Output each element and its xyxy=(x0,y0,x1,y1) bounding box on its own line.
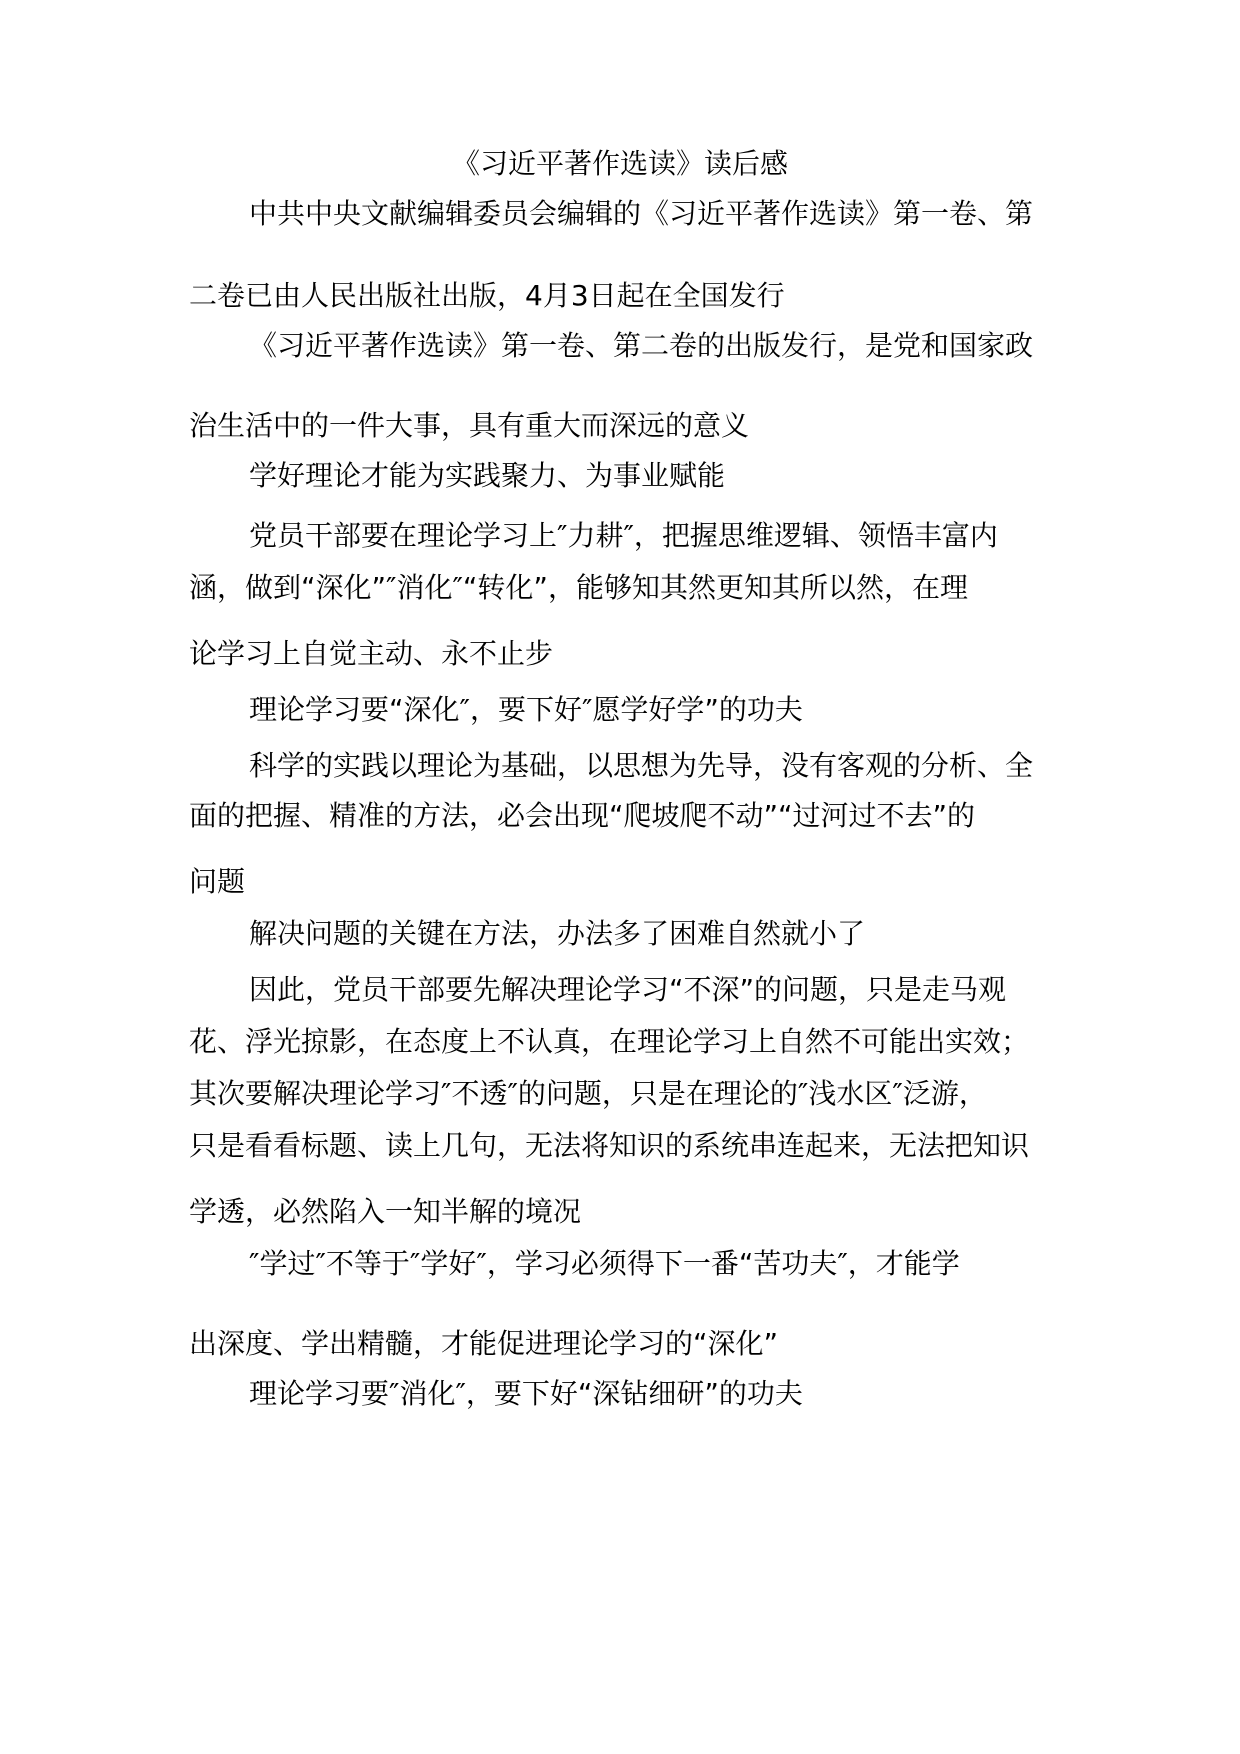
paragraph-line: 其次要解决理论学习″不透″的问题，只是在理论的″浅水区″泛游， xyxy=(189,1077,987,1110)
document-title: 《习近平著作选读》读后感 xyxy=(451,147,788,180)
paragraph-line: 出深度、学出精髓，才能促进理论学习的“深化” xyxy=(189,1327,779,1360)
paragraph-line: 问题 xyxy=(189,865,246,898)
paragraph-line: 解决问题的关键在方法，办法多了困难自然就小了 xyxy=(249,917,866,950)
paragraph-line: 科学的实践以理论为基础，以思想为先导，没有客观的分析、全 xyxy=(249,749,1034,782)
paragraph-line: 花、浮光掠影，在态度上不认真，在理论学习上自然不可能出实效； xyxy=(189,1025,1030,1058)
paragraph-line: 党员干部要在理论学习上″力耕″，把握思维逻辑、领悟丰富内 xyxy=(249,519,998,552)
paragraph-line: 治生活中的一件大事，具有重大而深远的意义 xyxy=(189,409,750,442)
paragraph-line: 只是看看标题、读上几句，无法将知识的系统串连起来，无法把知识 xyxy=(189,1129,1030,1162)
paragraph-line: 学好理论才能为实践聚力、为事业赋能 xyxy=(249,459,726,492)
paragraph-line: 面的把握、精准的方法，必会出现“爬坡爬不动”“过河过不去”的 xyxy=(189,799,976,832)
paragraph-line: 理论学习要“深化″，要下好″愿学好学”的功夫 xyxy=(249,693,803,726)
paragraph-line: 涵，做到“深化”″消化″“转化”，能够知其然更知其所以然，在理 xyxy=(189,571,968,604)
paragraph-line: 论学习上自觉主动、永不止步 xyxy=(189,637,554,670)
paragraph-line: 二卷已由人民出版社出版，4月3日起在全国发行 xyxy=(189,279,785,312)
paragraph-line: 中共中央文献编辑委员会编辑的《习近平著作选读》第一卷、第 xyxy=(249,197,1034,230)
paragraph-line: 理论学习要″消化″，要下好“深钻细研”的功夫 xyxy=(249,1377,803,1410)
paragraph-line: 《习近平著作选读》第一卷、第二卷的出版发行，是党和国家政 xyxy=(249,329,1034,362)
paragraph-line: 学透，必然陷入一知半解的境况 xyxy=(189,1195,582,1228)
paragraph-line: ″学过″不等于″学好″，学习必须得下一番“苦功夫″，才能学 xyxy=(249,1247,960,1280)
paragraph-line: 因此，党员干部要先解决理论学习“不深”的问题，只是走马观 xyxy=(249,973,1007,1006)
